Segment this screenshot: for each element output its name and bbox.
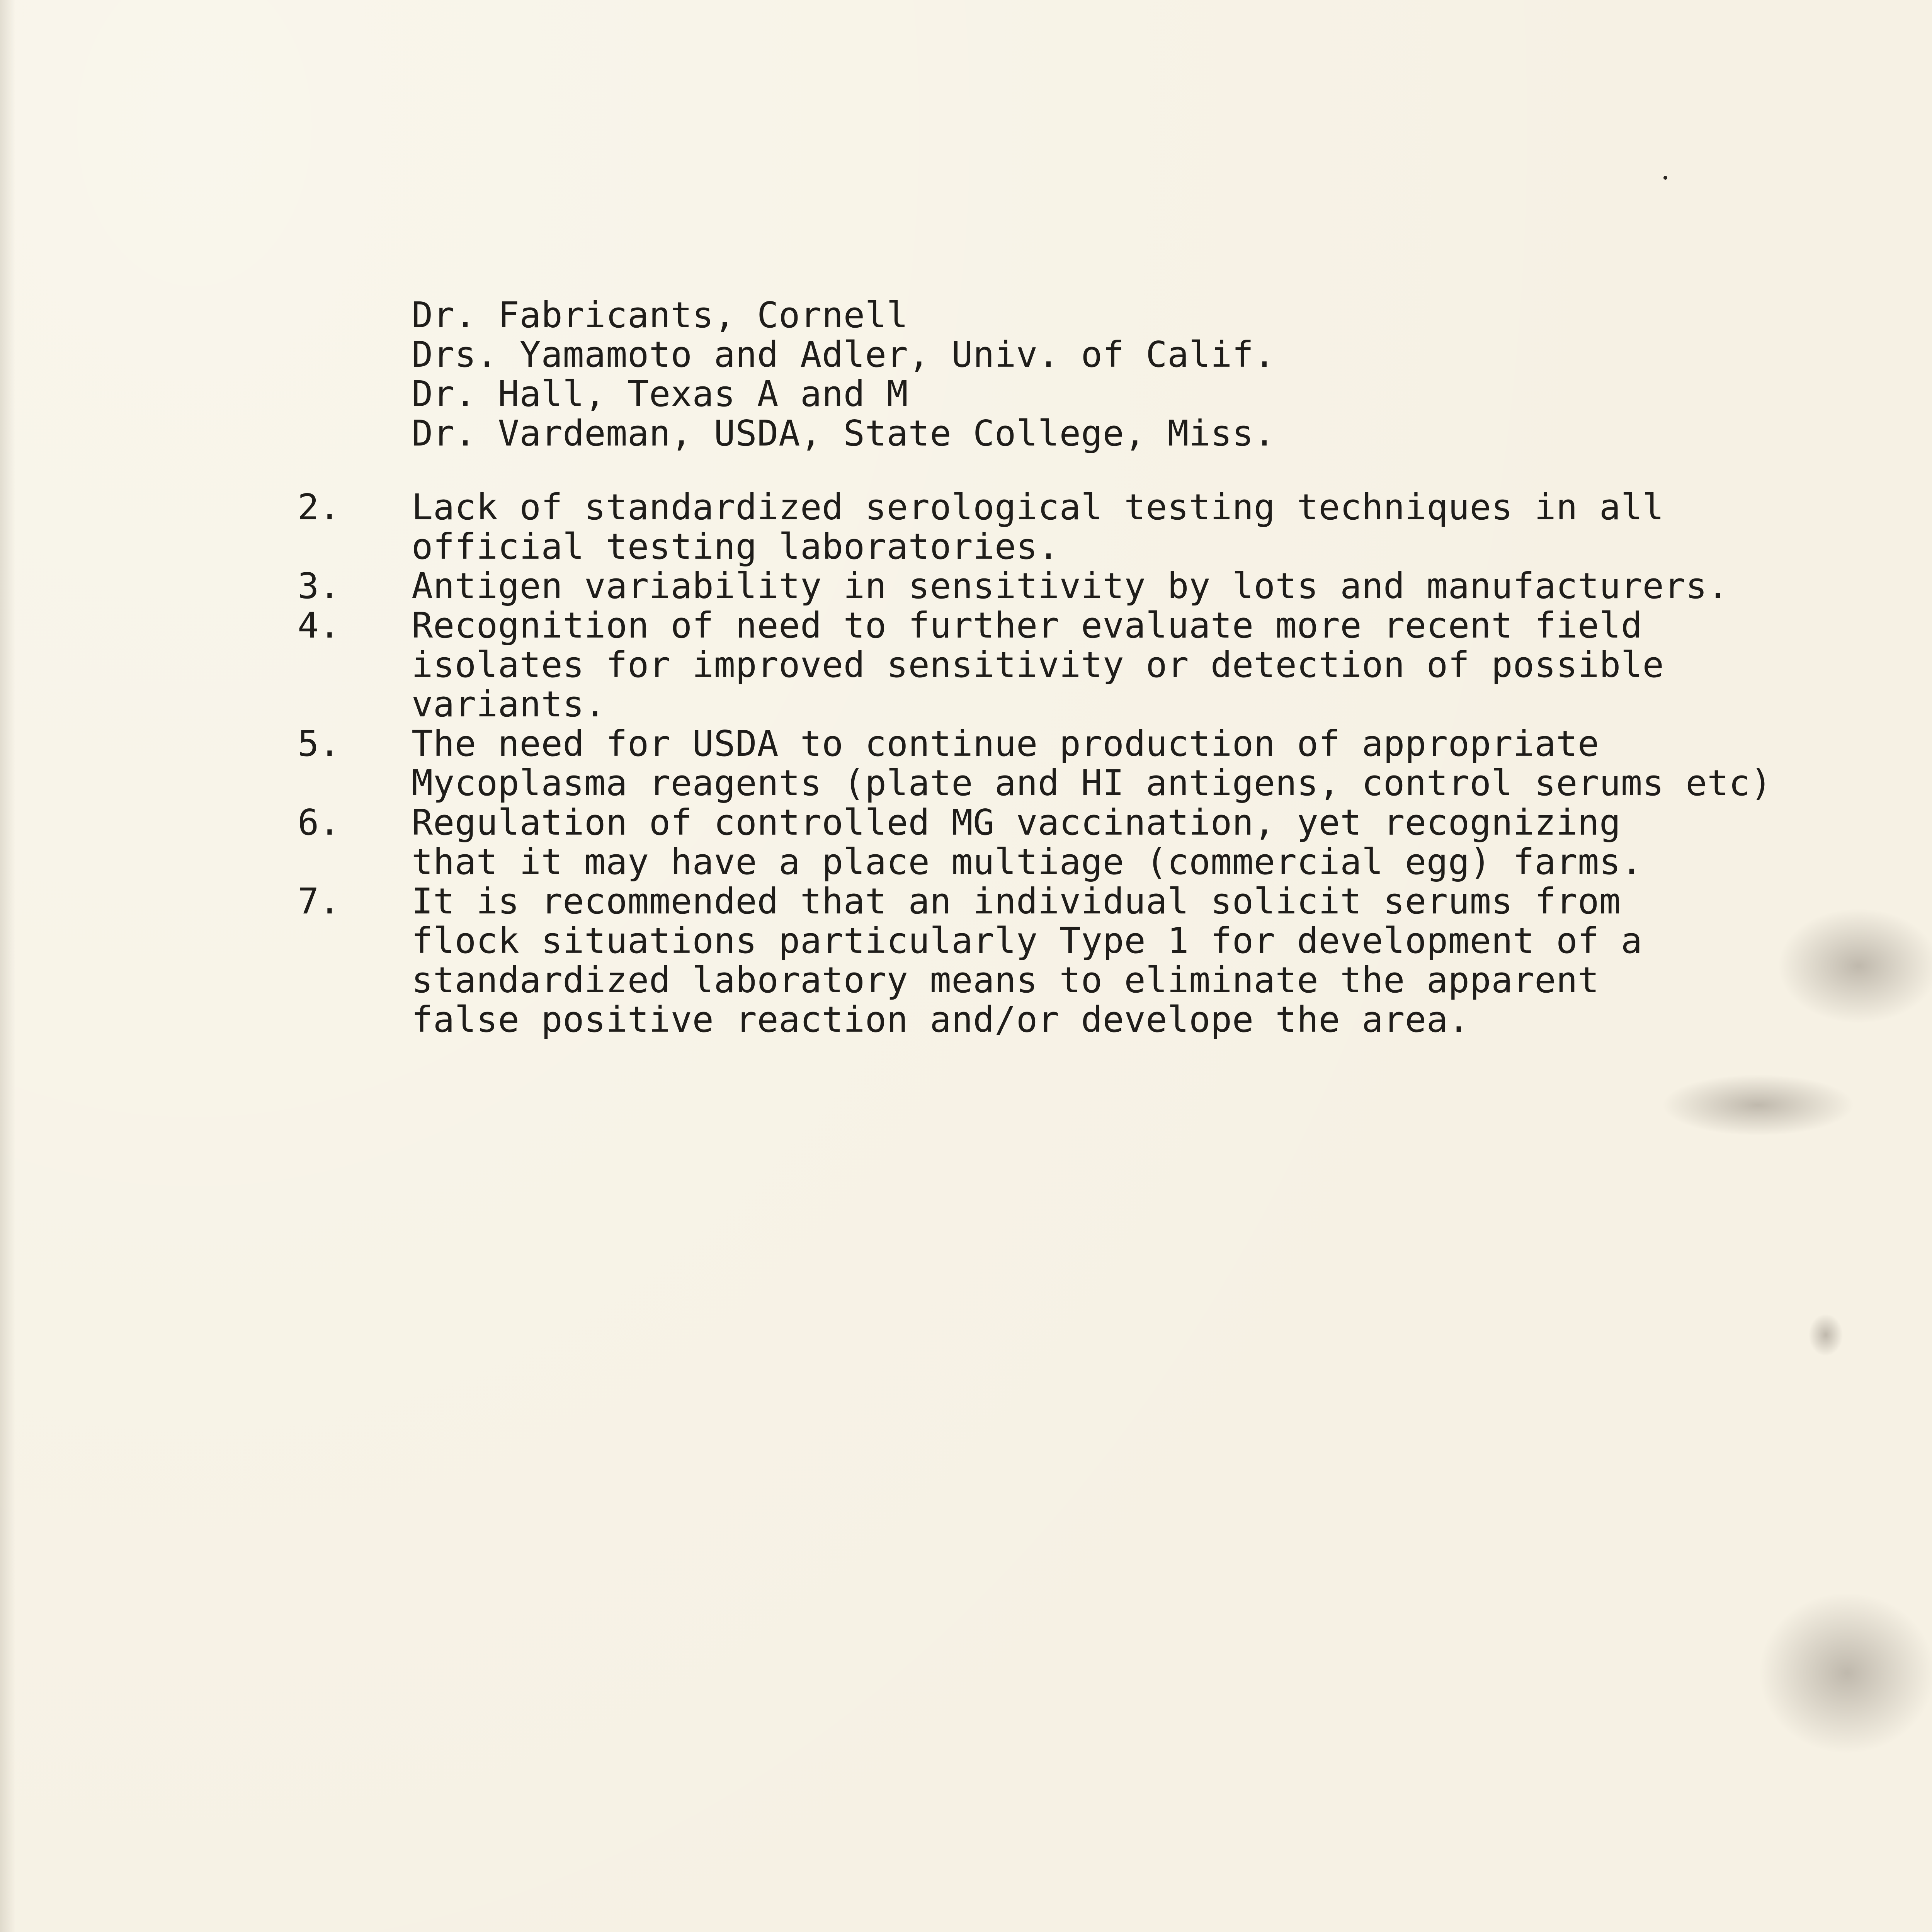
item-line: Antigen variability in sensitivity by lots and manufacturers. [412, 565, 1729, 607]
list-item-6 [298, 803, 1920, 882]
page-edge-shadow [0, 0, 15, 1932]
item-line: that it may have a place multiage (commercial egg) farms. [412, 841, 1643, 883]
name-line: Dr. Fabricants, Cornell [412, 294, 908, 336]
item-line: official testing laboratories. [412, 526, 1060, 567]
item-line: false positive reaction and/or develope the area. [412, 999, 1470, 1040]
name-line: Dr. Vardeman, USDA, State College, Miss. [412, 413, 1276, 454]
item-line: The need for USDA to continue production of appropriate [412, 723, 1599, 764]
item-text [412, 882, 1920, 1039]
list-item-4 [298, 606, 1920, 724]
item-text [412, 803, 1920, 882]
list-item-3 [298, 566, 1920, 606]
item-number: 3. [298, 565, 340, 607]
item-number: 4. [298, 605, 340, 646]
fingerprint-smudge [1808, 1314, 1843, 1356]
item-line: Recognition of need to further evaluate more recent field [412, 605, 1643, 646]
item-text [412, 606, 1920, 724]
item-line: Mycoplasma reagents (plate and HI antigens, control serums etc) [412, 762, 1772, 804]
item-text [412, 488, 1920, 566]
item-line: It is recommended that an individual solicit serums from [412, 881, 1621, 922]
list-item-5 [298, 724, 1920, 803]
item-text [412, 724, 1920, 803]
item-line: Lack of standardized serological testing techniques in all [412, 486, 1664, 528]
item-number: 6. [298, 802, 340, 843]
item-text [412, 566, 1920, 606]
item-line: isolates for improved sensitivity or detection of possible [412, 644, 1664, 685]
ink-speck [1663, 176, 1667, 180]
fingerprint-smudge [1662, 1074, 1855, 1136]
fingerprint-smudge [1758, 1592, 1932, 1754]
numbered-list [298, 488, 1920, 1039]
names-list [412, 296, 1803, 453]
item-line: standardized laboratory means to eliminate the apparent [412, 959, 1599, 1001]
list-item-7 [298, 882, 1920, 1039]
item-line: variants. [412, 684, 606, 725]
item-line: Regulation of controlled MG vaccination, yet recognizing [412, 802, 1621, 843]
item-number: 2. [298, 486, 340, 528]
item-number: 7. [298, 881, 340, 922]
item-line: flock situations particularly Type 1 for development of a [412, 920, 1643, 961]
name-line: Drs. Yamamoto and Adler, Univ. of Calif. [412, 334, 1276, 375]
item-number: 5. [298, 723, 340, 764]
list-item-2 [298, 488, 1920, 566]
name-line: Dr. Hall, Texas A and M [412, 373, 908, 415]
